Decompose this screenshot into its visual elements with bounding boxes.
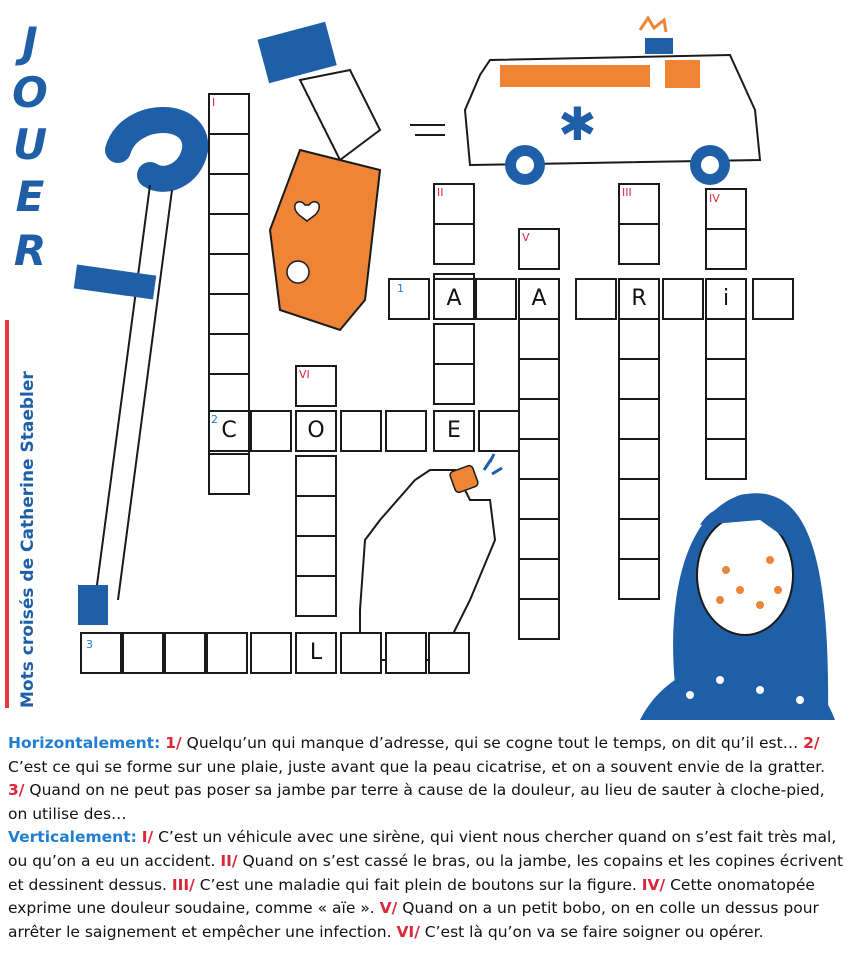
grid-cell[interactable] xyxy=(208,253,250,295)
grid-cell[interactable] xyxy=(122,632,164,674)
clue-text: Quand on ne peut pas poser sa jambe par terre à cause de la douleur, au lieu de sauter à cloche-pied, on utilise des… xyxy=(8,781,825,823)
grid-cell[interactable] xyxy=(618,478,660,520)
clue-text: Quand on a un petit bobo, on en colle un dessus pour arrêter le saignement et empêcher une infection. xyxy=(8,899,819,941)
grid-cell[interactable] xyxy=(618,398,660,440)
grid-cell[interactable] xyxy=(475,278,517,320)
grid-cell[interactable] xyxy=(705,318,747,360)
grid-cell[interactable] xyxy=(295,535,337,577)
grid-cell[interactable] xyxy=(518,358,560,400)
clue-number-v5: V xyxy=(522,231,530,244)
grid-cell[interactable] xyxy=(618,223,660,265)
grid-letter: C xyxy=(221,418,237,443)
clue-text: C’est là qu’on va se faire soigner ou opérer. xyxy=(419,922,764,941)
grid-letter: A xyxy=(446,286,462,311)
grid-letter: O xyxy=(307,418,325,443)
grid-cell[interactable] xyxy=(295,455,337,497)
grid-cell[interactable] xyxy=(618,318,660,360)
svg-text:✱: ✱ xyxy=(558,97,597,151)
clue-number-h1: 1 xyxy=(397,282,404,295)
clue-num: II/ xyxy=(220,851,238,870)
clues-block xyxy=(8,732,844,944)
grid-cell[interactable] xyxy=(705,398,747,440)
grid-cell[interactable] xyxy=(518,318,560,360)
grid-cell[interactable] xyxy=(478,410,520,452)
clues-vertical-label: Verticalement: xyxy=(8,828,137,847)
clue-number-v6: VI xyxy=(299,368,310,381)
clue-num: VI/ xyxy=(396,922,420,941)
clue-num: 1/ xyxy=(165,734,182,752)
grid-cell[interactable] xyxy=(208,173,250,215)
grid-letter: i xyxy=(722,286,730,311)
grid-cell[interactable] xyxy=(662,278,704,320)
clue-text: Quand on s’est cassé le bras, ou la jambe, les copains et les copines écrivent et dessinent dessus. xyxy=(8,851,844,894)
grid-letter: A xyxy=(531,286,547,311)
grid-cell[interactable] xyxy=(208,333,250,375)
title-letter-j: J xyxy=(22,18,38,67)
grid-cell[interactable] xyxy=(705,358,747,400)
clue-number-v3: III xyxy=(622,186,632,199)
clues-vertical xyxy=(8,826,844,944)
grid-cell[interactable] xyxy=(208,213,250,255)
grid-letter: R xyxy=(631,286,647,311)
clue-num: IV/ xyxy=(641,875,666,894)
grid-letter: L xyxy=(309,640,323,665)
grid-cell[interactable] xyxy=(518,478,560,520)
clue-number-v1: I xyxy=(212,96,216,109)
clue-text: Cette onomatopée exprime une douleur soudaine, comme « aïe ». xyxy=(8,875,815,918)
clues-horizontal xyxy=(8,732,844,826)
grid-cell[interactable] xyxy=(208,373,250,415)
grid-cell[interactable] xyxy=(518,518,560,560)
clue-text: C’est un véhicule avec une sirène, qui vient nous chercher quand on s’est fait très mal, ou qu’on a eu un accident. xyxy=(8,828,837,870)
clue-text: Quelqu’un qui manque d’adresse, qui se cogne tout le temps, on dit qu’il est… xyxy=(181,734,804,752)
credit-text: Mots croisés de Catherine Staebler xyxy=(18,371,38,708)
grid-cell[interactable] xyxy=(618,358,660,400)
grid-cell[interactable] xyxy=(518,438,560,480)
clue-number-v4: IV xyxy=(709,192,720,205)
grid-cell[interactable] xyxy=(208,293,250,335)
grid-cell[interactable] xyxy=(428,632,470,674)
grid-cell[interactable] xyxy=(518,598,560,640)
title-letter-o: O xyxy=(12,68,48,117)
clue-number-h2: 2 xyxy=(211,413,218,426)
grid-cell[interactable] xyxy=(518,558,560,600)
grid-cell[interactable] xyxy=(618,518,660,560)
grid-cell[interactable] xyxy=(340,632,382,674)
grid-cell[interactable] xyxy=(250,632,292,674)
clue-num: V/ xyxy=(379,899,398,918)
clue-num: 2/ xyxy=(803,734,820,752)
clue-num: 3/ xyxy=(8,781,25,800)
grid-cell[interactable] xyxy=(618,438,660,480)
grid-cell[interactable] xyxy=(208,133,250,175)
clue-text: C’est ce qui se forme sur une plaie, juste avant que la peau cicatrise, et on a souvent envie de la gratter. xyxy=(8,757,826,776)
grid-cell[interactable] xyxy=(250,410,292,452)
grid-cell[interactable] xyxy=(433,323,475,365)
title-letter-u: U xyxy=(12,120,48,169)
clue-num: I/ xyxy=(141,828,154,847)
grid-cell[interactable] xyxy=(618,558,660,600)
title-letter-e: E xyxy=(15,172,45,221)
grid-cell[interactable] xyxy=(295,495,337,537)
grid-cell[interactable] xyxy=(705,438,747,480)
grid-cell[interactable] xyxy=(340,410,382,452)
grid-cell[interactable] xyxy=(518,398,560,440)
grid-cell[interactable] xyxy=(208,453,250,495)
grid-cell[interactable] xyxy=(575,278,617,320)
grid-cell[interactable] xyxy=(433,223,475,265)
clues-horizontal-label: Horizontalement: xyxy=(8,734,161,752)
grid-cell[interactable] xyxy=(385,410,427,452)
clue-num: III/ xyxy=(171,875,195,894)
grid-cell[interactable] xyxy=(295,575,337,617)
grid-cell[interactable] xyxy=(164,632,206,674)
grid-cell[interactable] xyxy=(752,278,794,320)
grid-cell[interactable] xyxy=(705,228,747,270)
grid-cell[interactable] xyxy=(206,632,248,674)
grid-cell[interactable] xyxy=(385,632,427,674)
grid-cell[interactable] xyxy=(388,278,430,320)
clue-number-v2: II xyxy=(437,186,444,199)
grid-letter: E xyxy=(447,418,461,443)
grid-cell[interactable] xyxy=(433,363,475,405)
title-letter-r: R xyxy=(13,226,47,275)
clue-number-h3: 3 xyxy=(86,638,93,651)
clue-text: C’est une maladie qui fait plein de boutons sur la figure. xyxy=(194,875,642,894)
